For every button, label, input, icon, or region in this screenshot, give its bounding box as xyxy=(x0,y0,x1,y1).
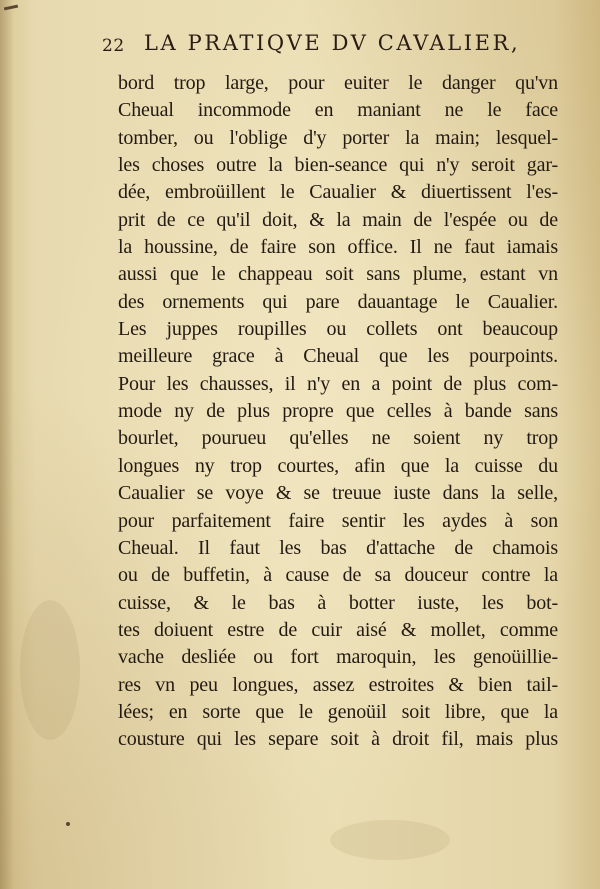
text-line: longues ny trop courtes, afin que la cuisse du xyxy=(118,454,558,477)
page-number: 22 xyxy=(102,36,125,56)
text-line: cuisse, & le bas à botter iuste, les bot- xyxy=(118,591,558,614)
text-line: ou de buffetin, à cause de sa douceur contre la xyxy=(118,564,558,587)
text-line: aussi que le chappeau soit sans plume, estant vn xyxy=(118,263,558,286)
text-line: dée, embroüillent le Caualier & diuertissent l'es- xyxy=(118,181,558,204)
text-line: tomber, ou l'oblige d'y porter la main; lesquel- xyxy=(118,126,558,149)
text-line: des ornements qui pare dauantage le Caualier. xyxy=(118,290,558,313)
text-line: la houssine, de faire son office. Il ne faut iamais xyxy=(118,236,558,259)
text-line: prit de ce qu'il doit, & la main de l'espée ou de xyxy=(118,208,558,231)
text-line: mode ny de plus propre que celles à bande sans xyxy=(118,400,558,423)
text-line: tes doiuent estre de cuir aisé & mollet, comme xyxy=(118,618,558,641)
running-head: LA PRATIQVE DV CAVALIER, xyxy=(144,31,521,55)
text-line: Cheual incommode en maniant ne le face xyxy=(118,99,558,122)
text-line: pour parfaitement faire sentir les aydes à son xyxy=(118,509,558,532)
text-line: les choses outre la bien-seance qui n'y seroit gar- xyxy=(118,154,558,177)
text-line: Les juppes roupilles ou collets ont beaucoup xyxy=(118,318,558,341)
text-line: bourlet, pourueu qu'elles ne soient ny trop xyxy=(118,427,558,450)
paper-stain xyxy=(20,600,80,740)
text-line: cousture qui les separe soit à droit fil, mais plus xyxy=(118,728,558,751)
ink-dot xyxy=(66,822,70,826)
page-header xyxy=(102,30,542,64)
text-line: vache desliée ou fort maroquin, les genoüillie- xyxy=(118,646,558,669)
text-line: lées; en sorte que le genoüil soit libre, que la xyxy=(118,700,558,723)
text-line: bord trop large, pour euiter le danger qu'vn xyxy=(118,72,558,94)
text-line: meilleure grace à Cheual que les pourpoints. xyxy=(118,345,558,368)
text-line: Caualier se voye & se treuue iuste dans la selle, xyxy=(118,482,558,505)
text-line: res vn peu longues, assez estroites & bien tail- xyxy=(118,673,558,696)
text-line: Cheual. Il faut les bas d'attache de chamois xyxy=(118,536,558,559)
page-binding-shadow xyxy=(0,0,14,889)
body-text xyxy=(118,70,558,754)
paper-stain xyxy=(330,820,450,860)
text-line: Pour les chausses, il n'y en a point de plus com- xyxy=(118,372,558,395)
